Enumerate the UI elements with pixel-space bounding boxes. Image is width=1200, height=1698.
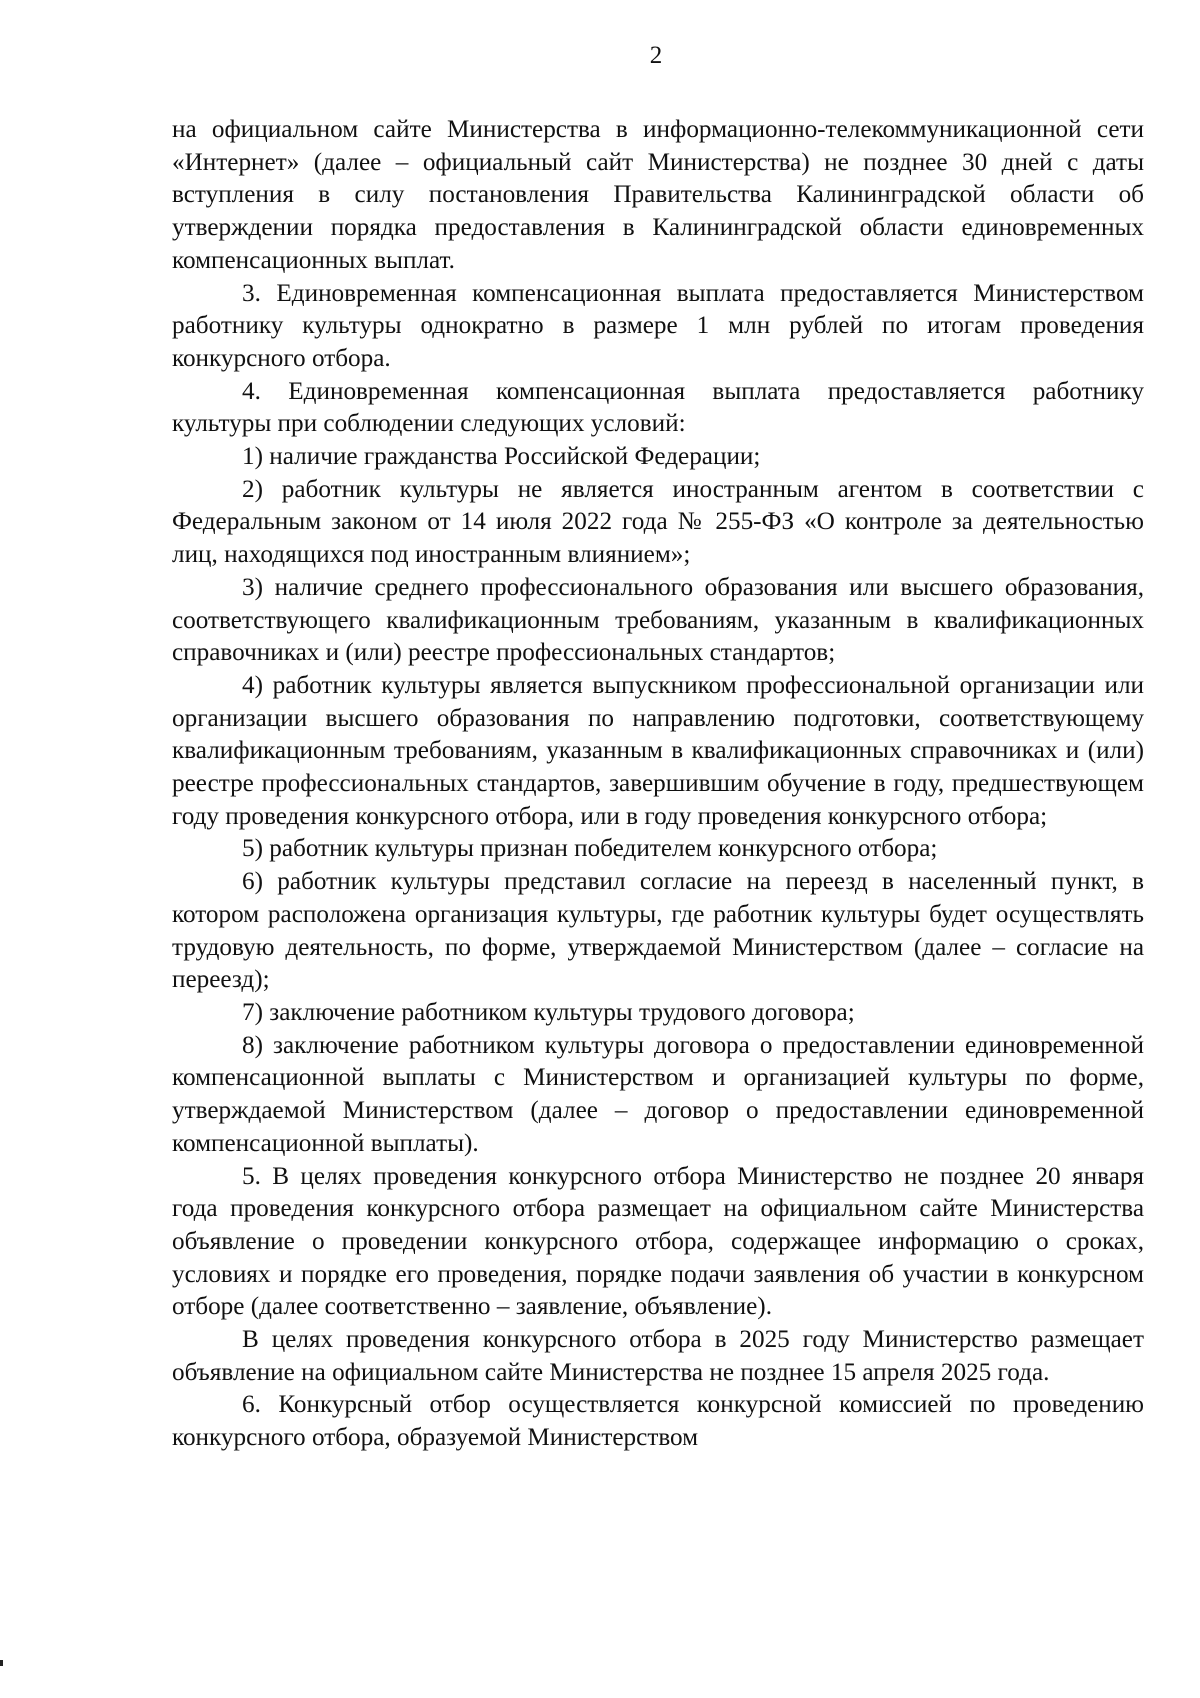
paragraph-2025-announcement: В целях проведения конкурсного отбора в 2025 году Министерство размещает объявление на официальном сайте Министерства не позднее 15 апреля 2025 года. <box>172 1326 1144 1386</box>
condition-8: 8) заключение работником культуры договора о предоставлении единовременной компенсационной выплаты с Министерством и организацией культуры по форме, утверждаемой Министерством (далее – договор о предоставлении единовременной компенсационной выплаты). <box>172 1031 1144 1157</box>
condition-5: 5) работник культуры признан победителем конкурсного отбора; <box>242 835 938 863</box>
paragraph-item-5: 5. В целях проведения конкурсного отбора Министерство не позднее 20 января года проведения конкурсного отбора размещает на официальном сайте Министерства объявление о проведении конкурсного отбора, содержащее информацию о сроках, условиях и порядке его проведения, порядке подачи заявления об участии в конкурсном отборе (далее соответственно – заявление, объявление). <box>172 1162 1144 1321</box>
page-number: 2 <box>649 42 663 69</box>
condition-4: 4) работник культуры является выпускником профессиональной организации или организации высшего образования по направлению подготовки, соответствующему квалификационным требованиям, указанным в квалификационных справочниках и (или) реестре профессиональных стандартов, завершившим обучение в году, предшествующем году проведения конкурсного отбора, или в году проведения конкурсного отбора; <box>172 671 1144 830</box>
paragraph-item-6: 6. Конкурсный отбор осуществляется конкурсной комиссией по проведению конкурсного отбора, образуемой Министерством <box>172 1391 1144 1452</box>
condition-6: 6) работник культуры представил согласие на переезд в населенный пункт, в котором расположена организация культуры, где работник культуры будет осуществлять трудовую деятельность, по форме, утверждаемой Министерством (далее – согласие на переезд); <box>172 868 1144 994</box>
paragraph-item-3: 3. Единовременная компенсационная выплата предоставляется Министерством работнику культуры однократно в размере 1 млн рублей по итогам проведения конкурсного отбора. <box>172 279 1144 372</box>
paragraph-item-4: 4. Единовременная компенсационная выплата предоставляется работнику культуры при соблюдении следующих условий: <box>172 377 1144 438</box>
document-body <box>172 114 1144 1455</box>
condition-7: 7) заключение работником культуры трудового договора; <box>242 998 855 1026</box>
condition-2: 2) работник культуры не является иностранным агентом в соответствии с Федеральным законом от 14 июля 2022 года № 255-ФЗ «О контроле за деятельностью лиц, находящихся под иностранным влиянием»; <box>172 475 1144 569</box>
condition-3: 3) наличие среднего профессионального образования или высшего образования, соответствующего квалификационным требованиям, указанным в квалификационных справочниках и (или) реестре профессиональных стандартов; <box>172 573 1144 667</box>
paragraph-continuation: на официальном сайте Министерства в информационно-телекоммуникационной сети «Интернет» (далее – официальный сайт Министерства) не позднее 30 дней с даты вступления в силу постановления Правительства Калининградской области об утверждении порядка предоставления в Калининградской области единовременных компенсационных выплат. <box>172 116 1144 274</box>
condition-1: 1) наличие гражданства Российской Федерации; <box>242 443 761 471</box>
scan-artifact <box>0 1660 3 1666</box>
